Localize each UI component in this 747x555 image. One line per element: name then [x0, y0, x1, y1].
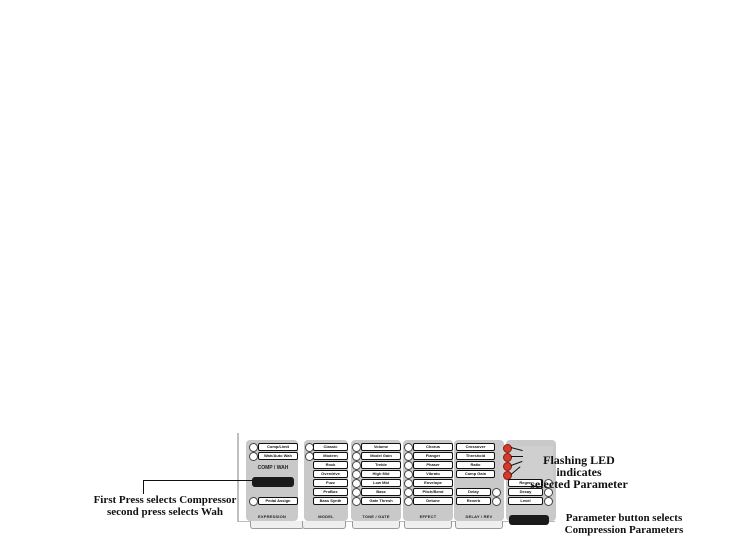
expression-label: EXPRESSION: [257, 514, 286, 519]
param-regen-button[interactable]: Regen: [508, 479, 543, 487]
callout-line-press-horizontal: [143, 480, 253, 481]
parameters-press-button[interactable]: [509, 515, 549, 525]
effect-vibrato-button[interactable]: Vibrato: [413, 470, 453, 478]
model-label: MODEL: [318, 514, 334, 519]
tab-model: [302, 521, 346, 529]
led-reverb: [492, 497, 501, 506]
model-probox-button[interactable]: ProBox: [313, 488, 348, 496]
model-modern-button[interactable]: Modern: [313, 452, 348, 460]
tone-bass-button[interactable]: Bass: [361, 488, 401, 496]
comp-gain-button[interactable]: Comp Gain: [456, 470, 495, 478]
effect-pitch-bend-button[interactable]: Pitch/Bend: [413, 488, 453, 496]
led-tone-1: [352, 443, 361, 452]
model-fuzz-button[interactable]: Fuzz: [313, 479, 348, 487]
param-level-button[interactable]: Level: [508, 497, 543, 505]
led-effect-6: [404, 488, 413, 497]
led-pedal-assign: [249, 497, 258, 506]
led-effect-3: [404, 461, 413, 470]
tone-gate-thresh-button[interactable]: Gate Thresh: [361, 497, 401, 505]
param-decay-button[interactable]: Decay: [508, 488, 543, 496]
led-wah: [249, 452, 258, 461]
tab-tone-gate: [352, 521, 400, 529]
callout-first-press: First Press selects Compressor second press selects Wah: [93, 494, 237, 518]
pedal-assign-button[interactable]: Pedal Assign: [258, 497, 298, 505]
crossover-button[interactable]: Crossover: [456, 443, 495, 451]
effect-chorus-button[interactable]: Chorus: [413, 443, 453, 451]
led-tone-5: [352, 479, 361, 488]
led-threshold-flashing: [503, 453, 512, 462]
tab-effect: [404, 521, 452, 529]
comp-wah-press-button[interactable]: [252, 477, 294, 487]
ratio-button[interactable]: Ratio: [456, 461, 495, 469]
led-tone-4: [352, 470, 361, 479]
led-effect-2: [404, 452, 413, 461]
tone-high-mid-button[interactable]: High Mid: [361, 470, 401, 478]
tone-low-mid-button[interactable]: Low Mid: [361, 479, 401, 487]
tab-expression: [250, 521, 304, 529]
tone-gate-label: TONE / GATE: [362, 514, 390, 519]
led-effect-5: [404, 479, 413, 488]
model-rock-button[interactable]: Rock: [313, 461, 348, 469]
led-effect-1: [404, 443, 413, 452]
threshold-button[interactable]: Threshold: [456, 452, 495, 460]
led-crossover-flashing: [503, 444, 512, 453]
callout-parameter-button: Parameter button selects Compression Parameters: [564, 512, 684, 536]
model-bass-synth-button[interactable]: Bass Synth: [313, 497, 348, 505]
led-effect-7: [404, 497, 413, 506]
model-classic-button[interactable]: Classic: [313, 443, 348, 451]
effect-envelope-button[interactable]: Envelope: [413, 479, 453, 487]
led-tone-2: [352, 452, 361, 461]
led-tone-7: [352, 497, 361, 506]
delay-rev-label: DELAY / REV: [465, 514, 493, 519]
led-ratio-flashing: [503, 462, 512, 471]
effect-label: EFFECT: [419, 514, 437, 519]
tab-delay-rev: [455, 521, 503, 529]
led-level: [544, 497, 553, 506]
callout-line-press-vertical: [143, 480, 144, 494]
led-tone-3: [352, 461, 361, 470]
comp-wah-label: COMP / WAH: [257, 465, 289, 471]
callout-flashing-led: Flashing LED indicates selected Parameter: [530, 453, 628, 491]
tone-treble-button[interactable]: Treble: [361, 461, 401, 469]
tone-model-gain-button[interactable]: Model Gain: [361, 452, 401, 460]
effect-detune-button[interactable]: Detune: [413, 497, 453, 505]
wah-button[interactable]: Wah/Auto Wah: [258, 452, 298, 460]
led-comp-limit: [249, 443, 258, 452]
led-tone-6: [352, 488, 361, 497]
led-effect-4: [404, 470, 413, 479]
effect-phaser-button[interactable]: Phaser: [413, 461, 453, 469]
delay-button[interactable]: Delay: [456, 488, 491, 496]
tone-volume-button[interactable]: Volume: [361, 443, 401, 451]
comp-limit-button[interactable]: Comp/Limit: [258, 443, 298, 451]
model-overdrive-button[interactable]: Overdrive: [313, 470, 348, 478]
effect-flanger-button[interactable]: Flanger: [413, 452, 453, 460]
reverb-button[interactable]: Reverb: [456, 497, 491, 505]
led-delay: [492, 488, 501, 497]
